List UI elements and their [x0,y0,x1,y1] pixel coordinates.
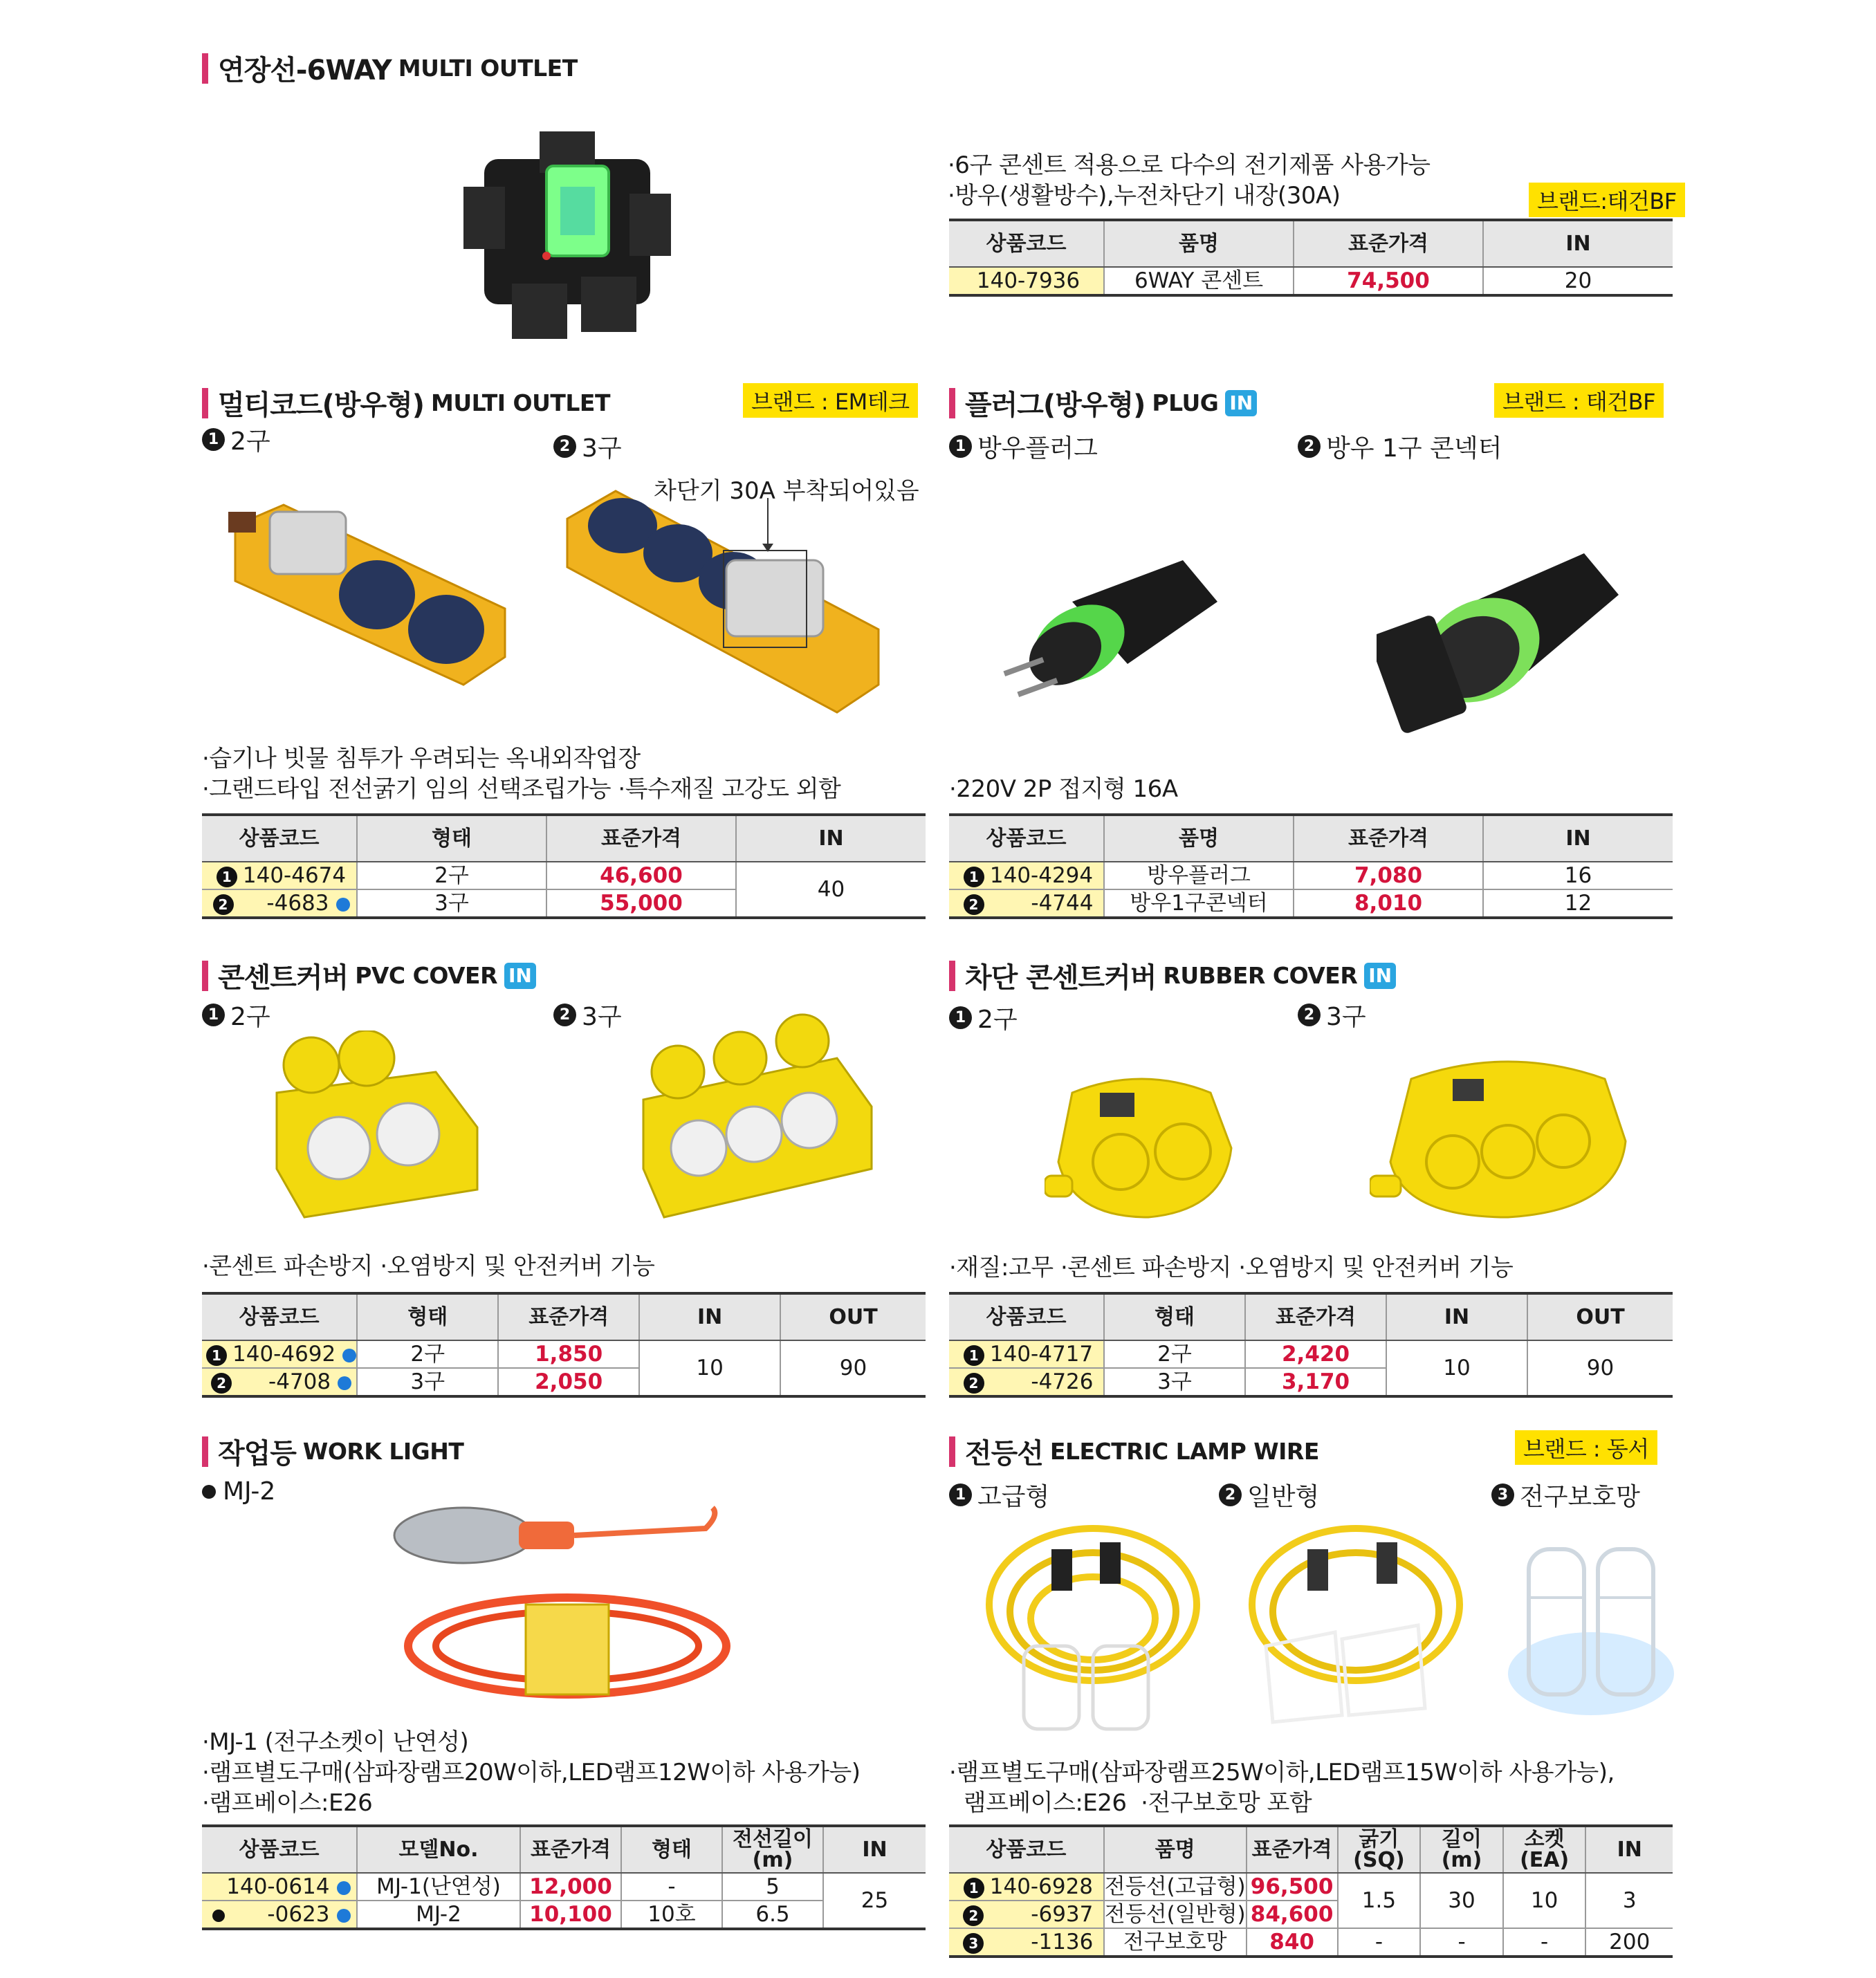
product-code [949,1340,1104,1368]
option-1 [202,1477,275,1506]
product-type: - [621,1873,722,1901]
option-label: 전구보호망 [1520,1483,1640,1511]
brand-label: 브랜드:태건BF [1529,183,1685,217]
option-label: 2구 [977,1006,1018,1034]
table-row [202,1873,926,1901]
product-image-waterproof-connector [1377,546,1633,754]
option-2 [1298,997,1366,1033]
bullet-2: ·램프별도구매(삼파장램프20W이하,LED램프12W이하 사용가능) [202,1759,861,1786]
code-text: -4683 [266,891,329,916]
product-price: 74,500 [1294,267,1483,295]
title-marker [202,961,208,991]
row-num: 1 [964,1345,984,1366]
title-en: MULTI OUTLET [398,55,578,82]
product-in: 10 [1386,1340,1527,1396]
row-num: 2 [964,1373,984,1394]
code-text: 140-6928 [989,1874,1094,1899]
title-en: MULTI OUTLET [431,389,610,416]
product-image-multicord-2 [228,498,519,705]
option-label: MJ-2 [223,1477,276,1506]
row-num: 3 [963,1933,984,1954]
code-text: -0623 [267,1902,330,1927]
product-out: 90 [780,1340,926,1396]
product-code [202,1901,357,1929]
option-1 [949,429,1098,464]
code-text: -4726 [1031,1369,1094,1394]
section-title-lamp-wire [949,1432,1319,1471]
option-label: 3구 [1326,1003,1366,1031]
title-ko: 플러그(방우형) [965,389,1146,421]
product-type: 3구 [1104,1368,1245,1396]
product-thickness: 1.5 [1338,1873,1421,1928]
product-image-pvc-cover-2 [263,1030,491,1238]
product-socket: - [1503,1928,1586,1957]
title-en: WORK LIGHT [302,1438,464,1465]
product-type: 2구 [357,1340,498,1368]
product-code [949,1928,1104,1957]
product-image-rubber-cover-2 [1045,1065,1238,1224]
product-length: 6.5 [722,1901,823,1929]
num-badge: 1 [202,428,225,451]
product-socket: 10 [1503,1873,1586,1928]
row-num: 2 [213,894,234,915]
section-title-work-light [202,1432,463,1471]
product-price: 7,080 [1294,862,1483,889]
option-1 [949,1000,1018,1035]
table-row [949,1928,1673,1957]
option-label: 2구 [230,1003,270,1031]
code-text: -4708 [268,1369,331,1394]
product-image-multicord-3 [560,484,892,719]
blue-dot-icon [338,1376,351,1390]
code-text: 140-0614 [226,1874,330,1899]
product-price: 46,600 [546,862,736,889]
col-in: IN [639,1293,780,1340]
col-in: IN [823,1826,926,1873]
product-type: 2구 [357,862,546,889]
in-badge: IN [1225,390,1257,416]
product-price: 10,100 [520,1901,621,1929]
product-in: 20 [1483,267,1673,295]
col-code: 상품코드 [949,1293,1104,1340]
product-price: 2,420 [1245,1340,1386,1368]
num-badge: 2 [1219,1484,1242,1506]
col-code: 상품코드 [202,1826,357,1873]
product-code [202,889,357,918]
product-model: MJ-2 [357,1901,520,1929]
brand-label: 브랜드 : 동서 [1515,1430,1657,1465]
product-code [949,1901,1104,1928]
title-en: RUBBER COVER [1163,962,1358,989]
row-num: 2 [964,894,984,915]
num-badge: 2 [553,1004,576,1026]
num-badge: 3 [1491,1484,1514,1506]
option-3 [1491,1477,1640,1513]
title-ko: 멀티코드(방우형) [218,389,425,421]
product-code [949,862,1104,889]
col-length: 길이 (m) [1420,1826,1503,1873]
option-label: 방우 1구 콘넥터 [1326,434,1502,463]
product-price: 840 [1247,1928,1338,1957]
bullet-dot-icon [202,1485,216,1499]
product-in: 25 [823,1873,926,1929]
code-text: -4744 [1031,891,1094,916]
row-num: 1 [964,1878,984,1898]
col-price: 표준가격 [1247,1826,1338,1873]
row-num: 1 [206,1345,227,1366]
num-badge: 1 [949,1006,972,1029]
title-marker [949,1436,955,1467]
title-marker [949,961,955,991]
product-image-lamp-wire-standard [1238,1508,1473,1736]
code-text: 140-4717 [989,1342,1094,1367]
col-in: IN [1483,815,1673,862]
col-name: 품명 [1104,220,1294,267]
product-name: 방우1구콘넥터 [1104,889,1294,918]
col-model: 모델No. [357,1826,520,1873]
blue-dot-icon [336,898,350,912]
bullet-1: ·습기나 빗물 침투가 우려되는 옥내외작업장 [202,745,641,773]
product-price: 84,600 [1247,1901,1338,1928]
product-name: 방우플러그 [1104,862,1294,889]
title-ko: 콘센트커버 [218,962,349,994]
option-label: 방우플러그 [977,434,1098,463]
product-in: 16 [1483,862,1673,889]
table-row [202,1340,926,1368]
option-2 [553,429,622,464]
product-image-lamp-wire-premium [975,1508,1211,1736]
title-en: ELECTRIC LAMP WIRE [1049,1438,1319,1465]
bullet-1: ·콘센트 파손방지 ·오염방지 및 안전커버 기능 [202,1253,655,1280]
col-price: 표준가격 [1294,815,1483,862]
product-price: 55,000 [546,889,736,918]
product-type: 3구 [357,1368,498,1396]
product-length: 30 [1420,1873,1503,1928]
row-num: 2 [963,1905,984,1926]
product-out: 90 [1527,1340,1673,1396]
option-label: 일반형 [1247,1483,1320,1511]
brand-label: 브랜드 : 태건BF [1494,383,1664,418]
product-price: 96,500 [1247,1873,1338,1901]
product-code [949,889,1104,918]
product-code [202,1368,357,1396]
product-name: 6WAY 콘센트 [1104,267,1294,295]
title-ko: 연장선-6WAY [218,55,392,86]
col-out: OUT [780,1293,926,1340]
product-price: 8,010 [1294,889,1483,918]
col-code: 상품코드 [949,220,1104,267]
table-row [949,267,1673,295]
num-badge: 1 [202,1004,225,1026]
section-title-rubber-cover [949,956,1396,995]
product-length: 5 [722,1873,823,1901]
title-ko: 작업등 [218,1438,296,1470]
in-badge: IN [1364,963,1396,989]
num-badge: 2 [1298,1004,1321,1026]
title-marker [202,53,208,84]
col-price: 표준가격 [546,815,736,862]
in-badge: IN [504,963,536,989]
num-badge: 2 [553,435,576,458]
col-thickness: 굵기 (SQ) [1338,1826,1421,1873]
blue-dot-icon [337,1881,351,1895]
breaker-annotation: 차단기 30A 부착되어있음 [654,477,919,505]
product-in: 200 [1585,1928,1673,1957]
col-socket: 소켓 (EA) [1503,1826,1586,1873]
product-type: 3구 [357,889,546,918]
table-row [949,1873,1673,1901]
bullet-1: ·MJ-1 (전구소켓이 난연성) [202,1728,469,1756]
option-label: 3구 [582,1003,622,1031]
num-badge: 2 [1298,435,1321,458]
product-code [949,1368,1104,1396]
title-en: PVC COVER [355,962,498,989]
row-num: 1 [217,867,237,887]
bullet-1: ·6구 콘센트 적용으로 다수의 전기제품 사용가능 [948,151,1431,179]
price-table-work-light [202,1824,926,1930]
col-type: 형태 [357,1293,498,1340]
bullet-3: ·램프베이스:E26 [202,1789,373,1817]
product-in: 12 [1483,889,1673,918]
code-text: 140-4674 [242,863,347,888]
price-table-rubber-cover [949,1292,1673,1398]
product-price: 2,050 [498,1368,639,1396]
product-image-6way-outlet [457,118,678,346]
section-title-multicord [202,383,610,423]
brand-label: 브랜드 : EM테크 [743,383,918,418]
black-dot-icon [212,1910,225,1922]
code-text: 140-4294 [989,863,1094,888]
section-title-plug [949,383,1257,423]
col-price: 표준가격 [1245,1293,1386,1340]
option-1 [202,997,270,1033]
option-label: 2구 [230,427,270,456]
bullet-2: ·그랜드타입 전선굵기 임의 선택조립가능 ·특수재질 고강도 외함 [202,775,841,803]
section-title-6way [202,48,578,88]
product-code [202,862,357,889]
bullet-1: ·재질:고무 ·콘센트 파손방지 ·오염방지 및 안전커버 기능 [949,1254,1514,1282]
code-text: -1136 [1031,1930,1094,1954]
product-image-bulb-guard [1508,1535,1674,1715]
title-ko: 차단 콘센트커버 [965,962,1157,994]
product-code [202,1340,357,1368]
product-type: 2구 [1104,1340,1245,1368]
col-price: 표준가격 [520,1826,621,1873]
option-1 [202,422,270,457]
product-in: 40 [736,862,926,918]
blue-dot-icon [337,1909,351,1923]
product-code [202,1873,357,1901]
price-table-lamp-wire [949,1824,1673,1958]
product-name: 전등선(고급형) [1104,1874,1246,1899]
code-text: 140-4692 [232,1342,336,1367]
title-marker [202,388,208,418]
product-image-waterproof-plug [989,546,1224,733]
product-code: 140-7936 [949,267,1104,295]
product-code [949,1873,1104,1901]
price-table-pvc-cover [202,1292,926,1398]
col-code: 상품코드 [949,815,1104,862]
product-image-rubber-cover-3 [1370,1044,1633,1231]
col-price: 표준가격 [498,1293,639,1340]
col-in: IN [736,815,926,862]
table-row [949,1340,1673,1368]
product-model: MJ-1(난연성) [357,1873,520,1901]
num-badge: 1 [949,1484,972,1506]
col-name: 품명 [1104,1826,1247,1873]
col-in: IN [1483,220,1673,267]
product-in: 3 [1585,1873,1673,1928]
col-type: 형태 [1104,1293,1245,1340]
product-price: 3,170 [1245,1368,1386,1396]
col-code: 상품코드 [202,815,357,862]
code-text: -6937 [1031,1902,1094,1927]
col-out: OUT [1527,1293,1673,1340]
col-length: 전선길이 (m) [722,1826,823,1873]
product-price: 1,850 [498,1340,639,1368]
title-en: PLUG [1152,389,1219,416]
col-type: 형태 [621,1826,722,1873]
row-num: 1 [964,867,984,887]
option-label: 3구 [582,434,622,463]
col-code: 상품코드 [202,1293,357,1340]
product-length: - [1420,1928,1503,1957]
price-table-plug [949,813,1673,919]
product-name: 전등선(일반형) [1104,1902,1246,1927]
option-2 [553,997,622,1033]
col-price: 표준가격 [1294,220,1483,267]
product-type: 10호 [621,1901,722,1929]
product-in: 10 [639,1340,780,1396]
section-title-pvc-cover [202,956,536,995]
option-label: 고급형 [977,1483,1050,1511]
price-table-6way [949,219,1673,297]
bullet-1: ·220V 2P 접지형 16A [949,775,1178,803]
col-code: 상품코드 [949,1826,1104,1873]
table-row [949,862,1673,889]
table-row [202,862,926,889]
product-name: 전구보호망 [1104,1928,1247,1957]
blue-dot-icon [342,1349,356,1362]
col-name: 품명 [1104,815,1294,862]
bullet-1: ·램프별도구매(삼파장램프25W이하,LED램프15W이하 사용가능), [949,1759,1615,1786]
col-in: IN [1585,1826,1673,1873]
row-num: 2 [211,1373,232,1394]
bullet-2: ·방우(생활방수),누전차단기 내장(30A) [948,182,1341,210]
num-badge: 1 [949,435,972,458]
product-thickness: - [1338,1928,1421,1957]
product-price: 12,000 [520,1873,621,1901]
col-in: IN [1386,1293,1527,1340]
table-row [202,1901,926,1929]
product-image-pvc-cover-3 [636,1010,879,1238]
bullet-2: 램프베이스:E26 ·전구보호망 포함 [949,1789,1312,1817]
col-type: 형태 [357,815,546,862]
price-table-multicord [202,813,926,919]
title-marker [949,388,955,418]
option-2 [1298,429,1502,464]
product-image-work-light [387,1501,733,1708]
title-marker [202,1436,208,1467]
table-row [949,889,1673,918]
title-ko: 전등선 [965,1438,1043,1470]
